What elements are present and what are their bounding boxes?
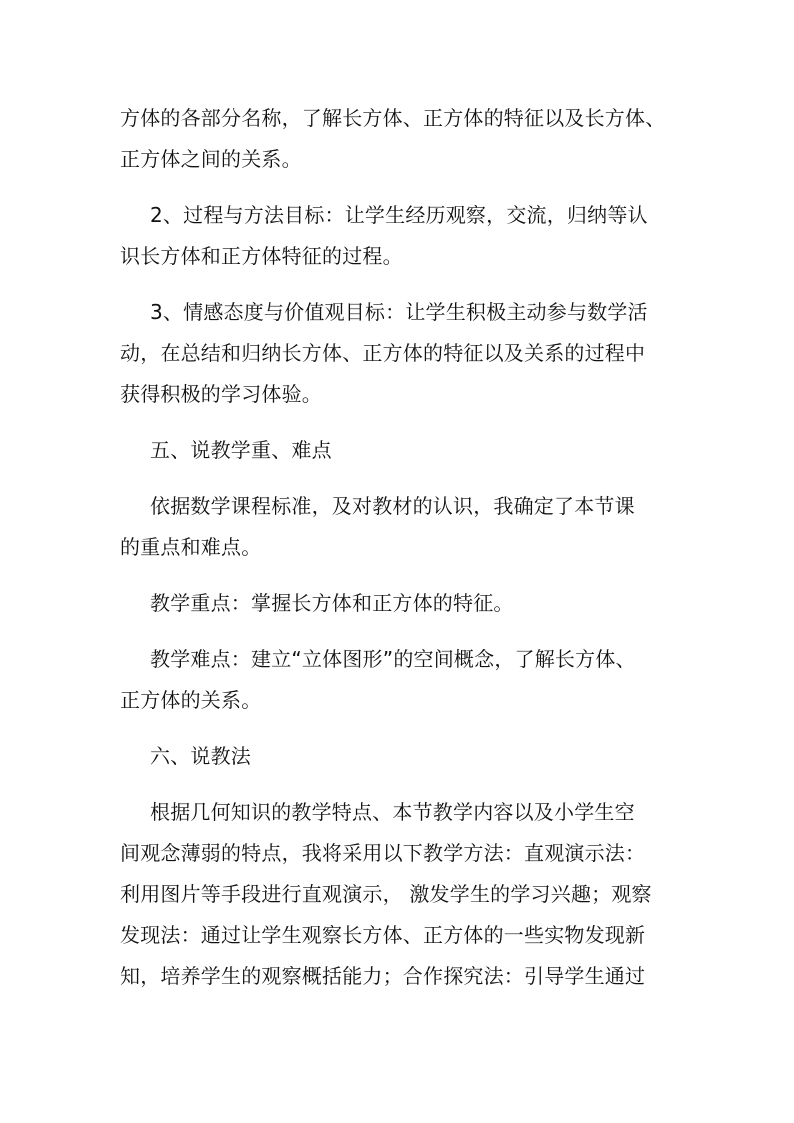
text-line: 间观念薄弱的特点，我将采用以下教学方法：直观演示法： (120, 841, 646, 865)
text-line: 识长方体和正方体特征的过程。 (120, 244, 403, 268)
text-line: 方体的各部分名称，了解长方体、正方体的特征以及长方体、 (120, 106, 666, 130)
section-heading: 六、说教法 (150, 744, 251, 768)
text-line: 知，培养学生的观察概括能力；合作探究法：引导学生通过 (120, 964, 646, 988)
text-line: 正方体之间的关系。 (120, 147, 302, 171)
text-line: 动，在总结和归纳长方体、正方体的特征以及关系的过程中 (120, 341, 646, 365)
text-line: 3、情感态度与价值观目标：让学生积极主动参与数学活 (150, 300, 648, 324)
text-line: 发现法：通过让学生观察长方体、正方体的一些实物发现新 (120, 923, 646, 947)
text-line: 根据几何知识的教学特点、本节教学内容以及小学生空 (150, 800, 635, 824)
section-heading: 五、说教学重、难点 (150, 438, 332, 462)
text-line: 教学难点：建立“立体图形”的空间概念，了解长方体、 (150, 647, 636, 671)
text-line: 教学重点：掌握长方体和正方体的特征。 (150, 591, 514, 615)
text-line: 获得积极的学习体验。 (120, 382, 322, 406)
text-line: 依据数学课程标准，及对教材的认识，我确定了本节课 (150, 494, 635, 518)
text-line: 利用图片等手段进行直观演示， 激发学生的学习兴趣；观察 (120, 882, 652, 906)
text-line: 正方体的关系。 (120, 688, 262, 712)
text-line: 的重点和难点。 (120, 535, 262, 559)
text-line: 2、过程与方法目标：让学生经历观察，交流，归纳等认 (150, 203, 648, 227)
